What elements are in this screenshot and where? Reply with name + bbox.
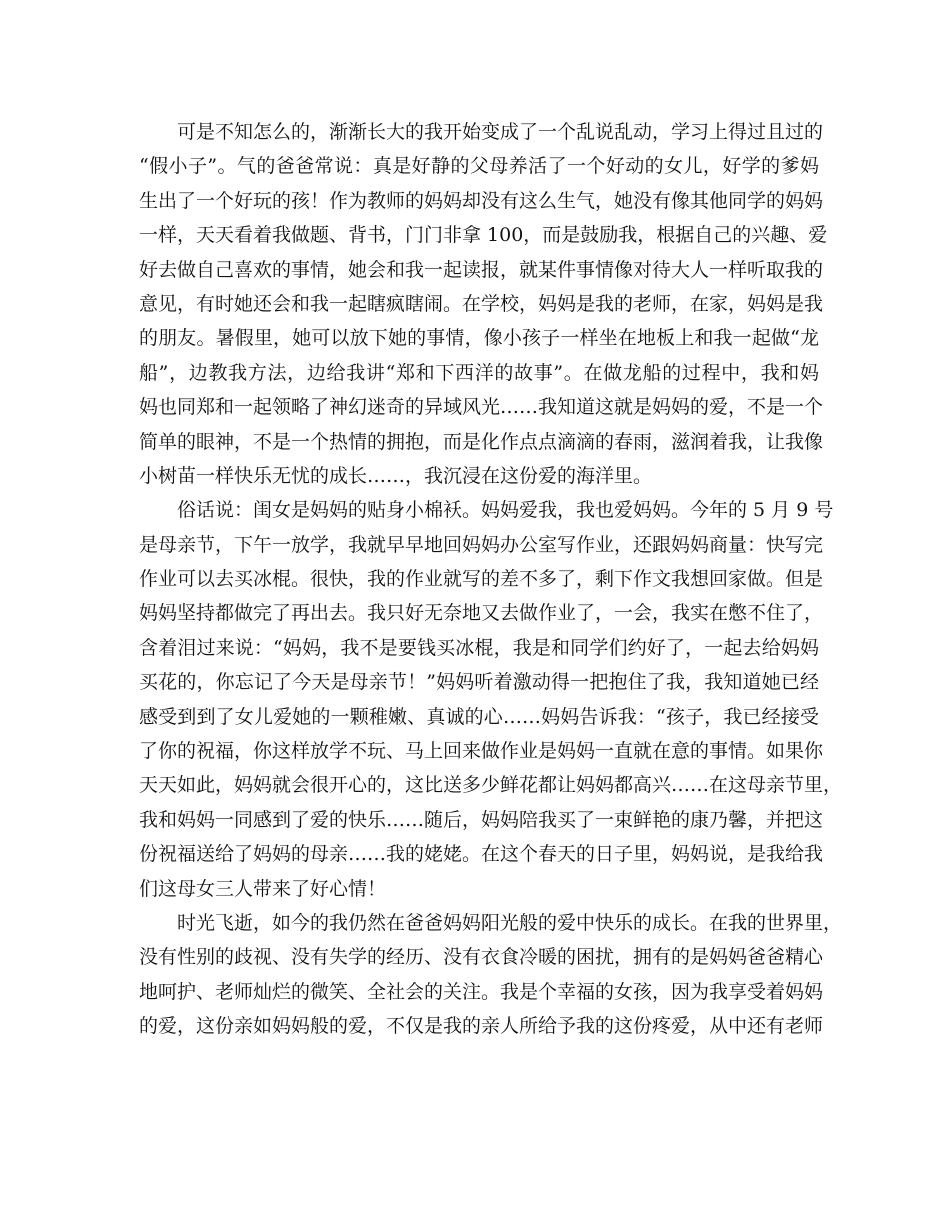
paragraph-1-line-3: 生出了一个好玩的孩！作为教师的妈妈却没有这么生气，她没有像其他同学的妈妈 <box>139 189 824 212</box>
paragraph-2-line-6: 买花的，你忘记了今天是母亲节！”妈妈听着激动得一把抱住了我，我知道她已经 <box>139 671 819 694</box>
paragraph-1-line-9: 妈也同郑和一起领略了神幻迷奇的异域风光……我知道这就是妈妈的爱，不是一个 <box>139 396 824 419</box>
paragraph-2-line-3: 作业可以去买冰棍。很快，我的作业就写的差不多了，剩下作文我想回家做。但是 <box>139 568 824 591</box>
paragraph-1-line-2: “假小子”。气的爸爸常说：真是好静的父母养活了一个好动的女儿，好学的爹妈 <box>139 155 819 178</box>
paragraph-2-line-2: 是母亲节，下午一放学，我就早早地回妈妈办公室写作业，还跟妈妈商量：快写完 <box>139 533 824 556</box>
paragraph-1-line-7: 的朋友。暑假里，她可以放下她的事情，像小孩子一样坐在地板上和我一起做“龙 <box>139 327 819 350</box>
paragraph-1-line-10: 简单的眼神，不是一个热情的拥抱，而是化作点点滴滴的春雨，滋润着我，让我像 <box>139 430 824 453</box>
paragraph-2-line-11: 份祝福送给了妈妈的母亲……我的姥姥。在这个春天的日子里，妈妈说，是我给我 <box>139 843 824 866</box>
paragraph-1-line-5: 好去做自己喜欢的事情，她会和我一起读报，就某件事情像对待大人一样听取我的 <box>139 258 824 281</box>
paragraph-3-line-1: 时光飞逝，如今的我仍然在爸爸妈妈阳光般的爱中快乐的成长。在我的世界里， <box>177 911 843 934</box>
paragraph-2-line-4: 妈妈坚持都做完了再出去。我只好无奈地又去做作业了，一会，我实在憋不住了， <box>139 602 824 625</box>
paragraph-3-line-2: 没有性别的歧视、没有失学的经历、没有衣食冷暖的困扰，拥有的是妈妈爸爸精心 <box>139 946 824 969</box>
paragraph-3-line-3: 地呵护、老师灿烂的微笑、全社会的关注。我是个幸福的女孩，因为我享受着妈妈 <box>139 980 824 1003</box>
paragraph-1-line-11: 小树苗一样快乐无忧的成长……，我沉浸在这份爱的海洋里。 <box>139 464 653 487</box>
paragraph-2-line-9: 天天如此，妈妈就会很开心的，这比送多少鲜花都让妈妈都高兴……在这母亲节里， <box>139 774 843 797</box>
paragraph-2-line-12: 们这母女三人带来了好心情！ <box>139 877 387 900</box>
paragraph-2-line-7: 感受到到了女儿爱她的一颗稚嫩、真诚的心……妈妈告诉我：“孩子，我已经接受 <box>139 705 819 728</box>
paragraph-2-line-8: 了你的祝福，你这样放学不玩、马上回来做作业是妈妈一直就在意的事情。如果你 <box>139 740 824 763</box>
paragraph-2-line-1: 俗话说：闺女是妈妈的贴身小棉袄。妈妈爱我，我也爱妈妈。今年的 5 月 9 号 <box>177 499 834 522</box>
paragraph-1-line-8: 船”，边教我方法，边给我讲“郑和下西洋的故事”。在做龙船的过程中，我和妈 <box>139 361 819 384</box>
paragraph-2-line-10: 我和妈妈一同感到了爱的快乐……随后，妈妈陪我买了一束鲜艳的康乃馨，并把这 <box>139 808 824 831</box>
paragraph-3-line-4: 的爱，这份亲如妈妈般的爱，不仅是我的亲人所给予我的这份疼爱，从中还有老师 <box>139 1015 824 1038</box>
paragraph-1-line-1: 可是不知怎么的，渐渐长大的我开始变成了一个乱说乱动，学习上得过且过的 <box>177 121 824 143</box>
paragraph-2-line-5: 含着泪过来说：“妈妈，我不是要钱买冰棍，我是和同学们约好了，一起去给妈妈 <box>139 636 819 659</box>
document-body <box>139 115 843 1044</box>
paragraph-1-line-6: 意见，有时她还会和我一起瞎疯瞎闹。在学校，妈妈是我的老师，在家，妈妈是我 <box>139 292 824 315</box>
paragraph-1-line-4: 一样，天天看着我做题、背书，门门非拿 100，而是鼓励我，根据自己的兴趣、爱 <box>139 224 828 247</box>
